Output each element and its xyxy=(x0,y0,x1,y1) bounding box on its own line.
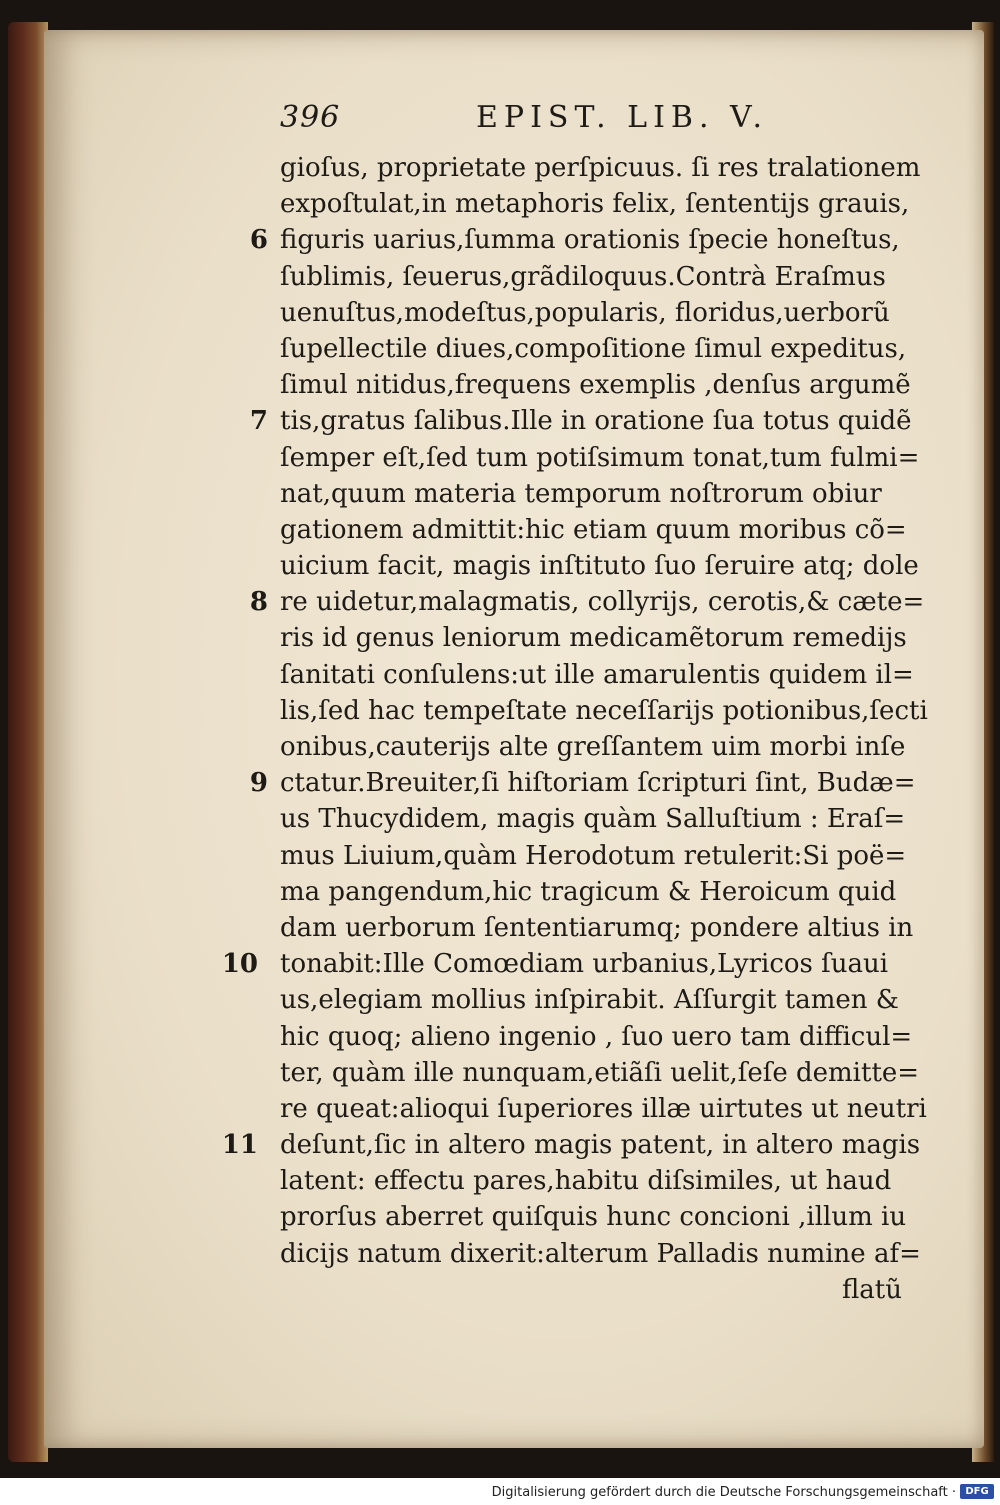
text-line: onibus,cauterijs alte greſſantem uim morbi inſe xyxy=(280,732,906,762)
text-line: ſublimis, ſeuerus,grãdiloquus.Contrà Eraſmus xyxy=(280,261,886,292)
text-line: ſemper eſt,ſed tum potiſsimum tonat,tum fulmi= xyxy=(280,442,920,473)
margin-number: 6 xyxy=(249,225,268,256)
text-line: deſunt,ſic in altero magis patent, in altero magis xyxy=(280,1130,921,1161)
text-line: uenuſtus,modeſtus,popularis, floridus,uerborũ xyxy=(280,297,890,328)
text-line: ter, quàm ille nunquam,etiãſi uelit,ſeſe demitte= xyxy=(280,1057,920,1088)
text-line: us,elegiam mollius inſpirabit. Aſſurgit tamen & xyxy=(280,985,899,1016)
text-line: ſupellectile diues,compoſitione ſimul expeditus, xyxy=(280,333,907,364)
text-line: dam uerborum ſententiarumq; pondere altius in xyxy=(280,912,914,943)
text-line: figuris uarius,ſumma orationis ſpecie honeſtus, xyxy=(280,225,900,256)
margin-number: 8 xyxy=(249,587,268,618)
margin-number: 11 xyxy=(221,1130,258,1161)
dfg-logo: DFG xyxy=(960,1484,994,1499)
text-line: tonabit:Ille Comœdiam urbanius,Lyricos ſuaui xyxy=(280,949,889,980)
digitization-credit: Digitalisierung gefördert durch die Deutsche Forschungsgemeinschaft · xyxy=(491,1485,956,1500)
margin-number: 10 xyxy=(221,949,258,980)
margin-number: 9 xyxy=(249,768,268,799)
text-line: ris id genus leniorum medicamẽtorum remedijs xyxy=(280,623,907,654)
text-line: lis,ſed hac tempeſtate neceſſarijs potionibus,ſecti xyxy=(280,695,928,726)
text-line: gioſus, proprietate perſpicuus. ſi res tralationem xyxy=(280,153,921,183)
text-line: ſimul nitidus,frequens exemplis ,denſus argumẽ xyxy=(280,370,911,401)
page-header xyxy=(280,100,780,140)
text-line: prorſus aberret quiſquis hunc concioni ,illum iu xyxy=(280,1202,907,1233)
text-line: hic quoq; alieno ingenio , ſuo uero tam difficul= xyxy=(280,1021,913,1052)
text-line: tis,gratus ſalibus.Ille in oratione ſua totus quidẽ xyxy=(280,406,912,437)
text-line: uicium facit, magis inſtituto ſuo ſeruire atq; dole xyxy=(280,551,919,582)
book-cover-edge-left xyxy=(8,22,48,1462)
text-line: expoſtulat,in metaphoris felix, ſententijs grauis, xyxy=(280,189,910,220)
body-text xyxy=(280,150,930,1308)
text-line: flatũ xyxy=(841,1274,902,1305)
text-line: ſanitati conſulens:ut ille amarulentis quidem il= xyxy=(280,659,914,690)
text-line: ctatur.Breuiter,ſi hiſtoriam ſcripturi ſint, Budæ= xyxy=(280,768,916,799)
running-title: EPIST. LIB. V. xyxy=(476,100,769,135)
text-line: us Thucydidem, magis quàm Salluſtium : Eraſ= xyxy=(280,804,906,835)
text-line: re queat:alioqui ſuperiores illæ uirtutes ut neutri xyxy=(280,1093,927,1124)
text-line: nat,quum materia temporum noſtrorum obiur xyxy=(280,478,882,509)
text-line: mus Liuium,quàm Herodotum retulerit:Si poë= xyxy=(280,840,907,871)
text-line: ma pangendum,hic tragicum & Heroicum quid xyxy=(280,876,897,907)
text-line: latent: effectu pares,habitu diſsimiles, ut haud xyxy=(280,1166,892,1197)
page-number: 396 xyxy=(280,100,341,135)
text-line: re uidetur,malagmatis, collyrijs, cerotis,& cæte= xyxy=(280,587,925,618)
text-line: gationem admittit:hic etiam quum moribus cõ= xyxy=(280,514,907,545)
footer-bar xyxy=(0,1478,1000,1505)
margin-number: 7 xyxy=(249,406,268,437)
text-line: dicijs natum dixerit:alterum Palladis numine af= xyxy=(280,1238,921,1269)
